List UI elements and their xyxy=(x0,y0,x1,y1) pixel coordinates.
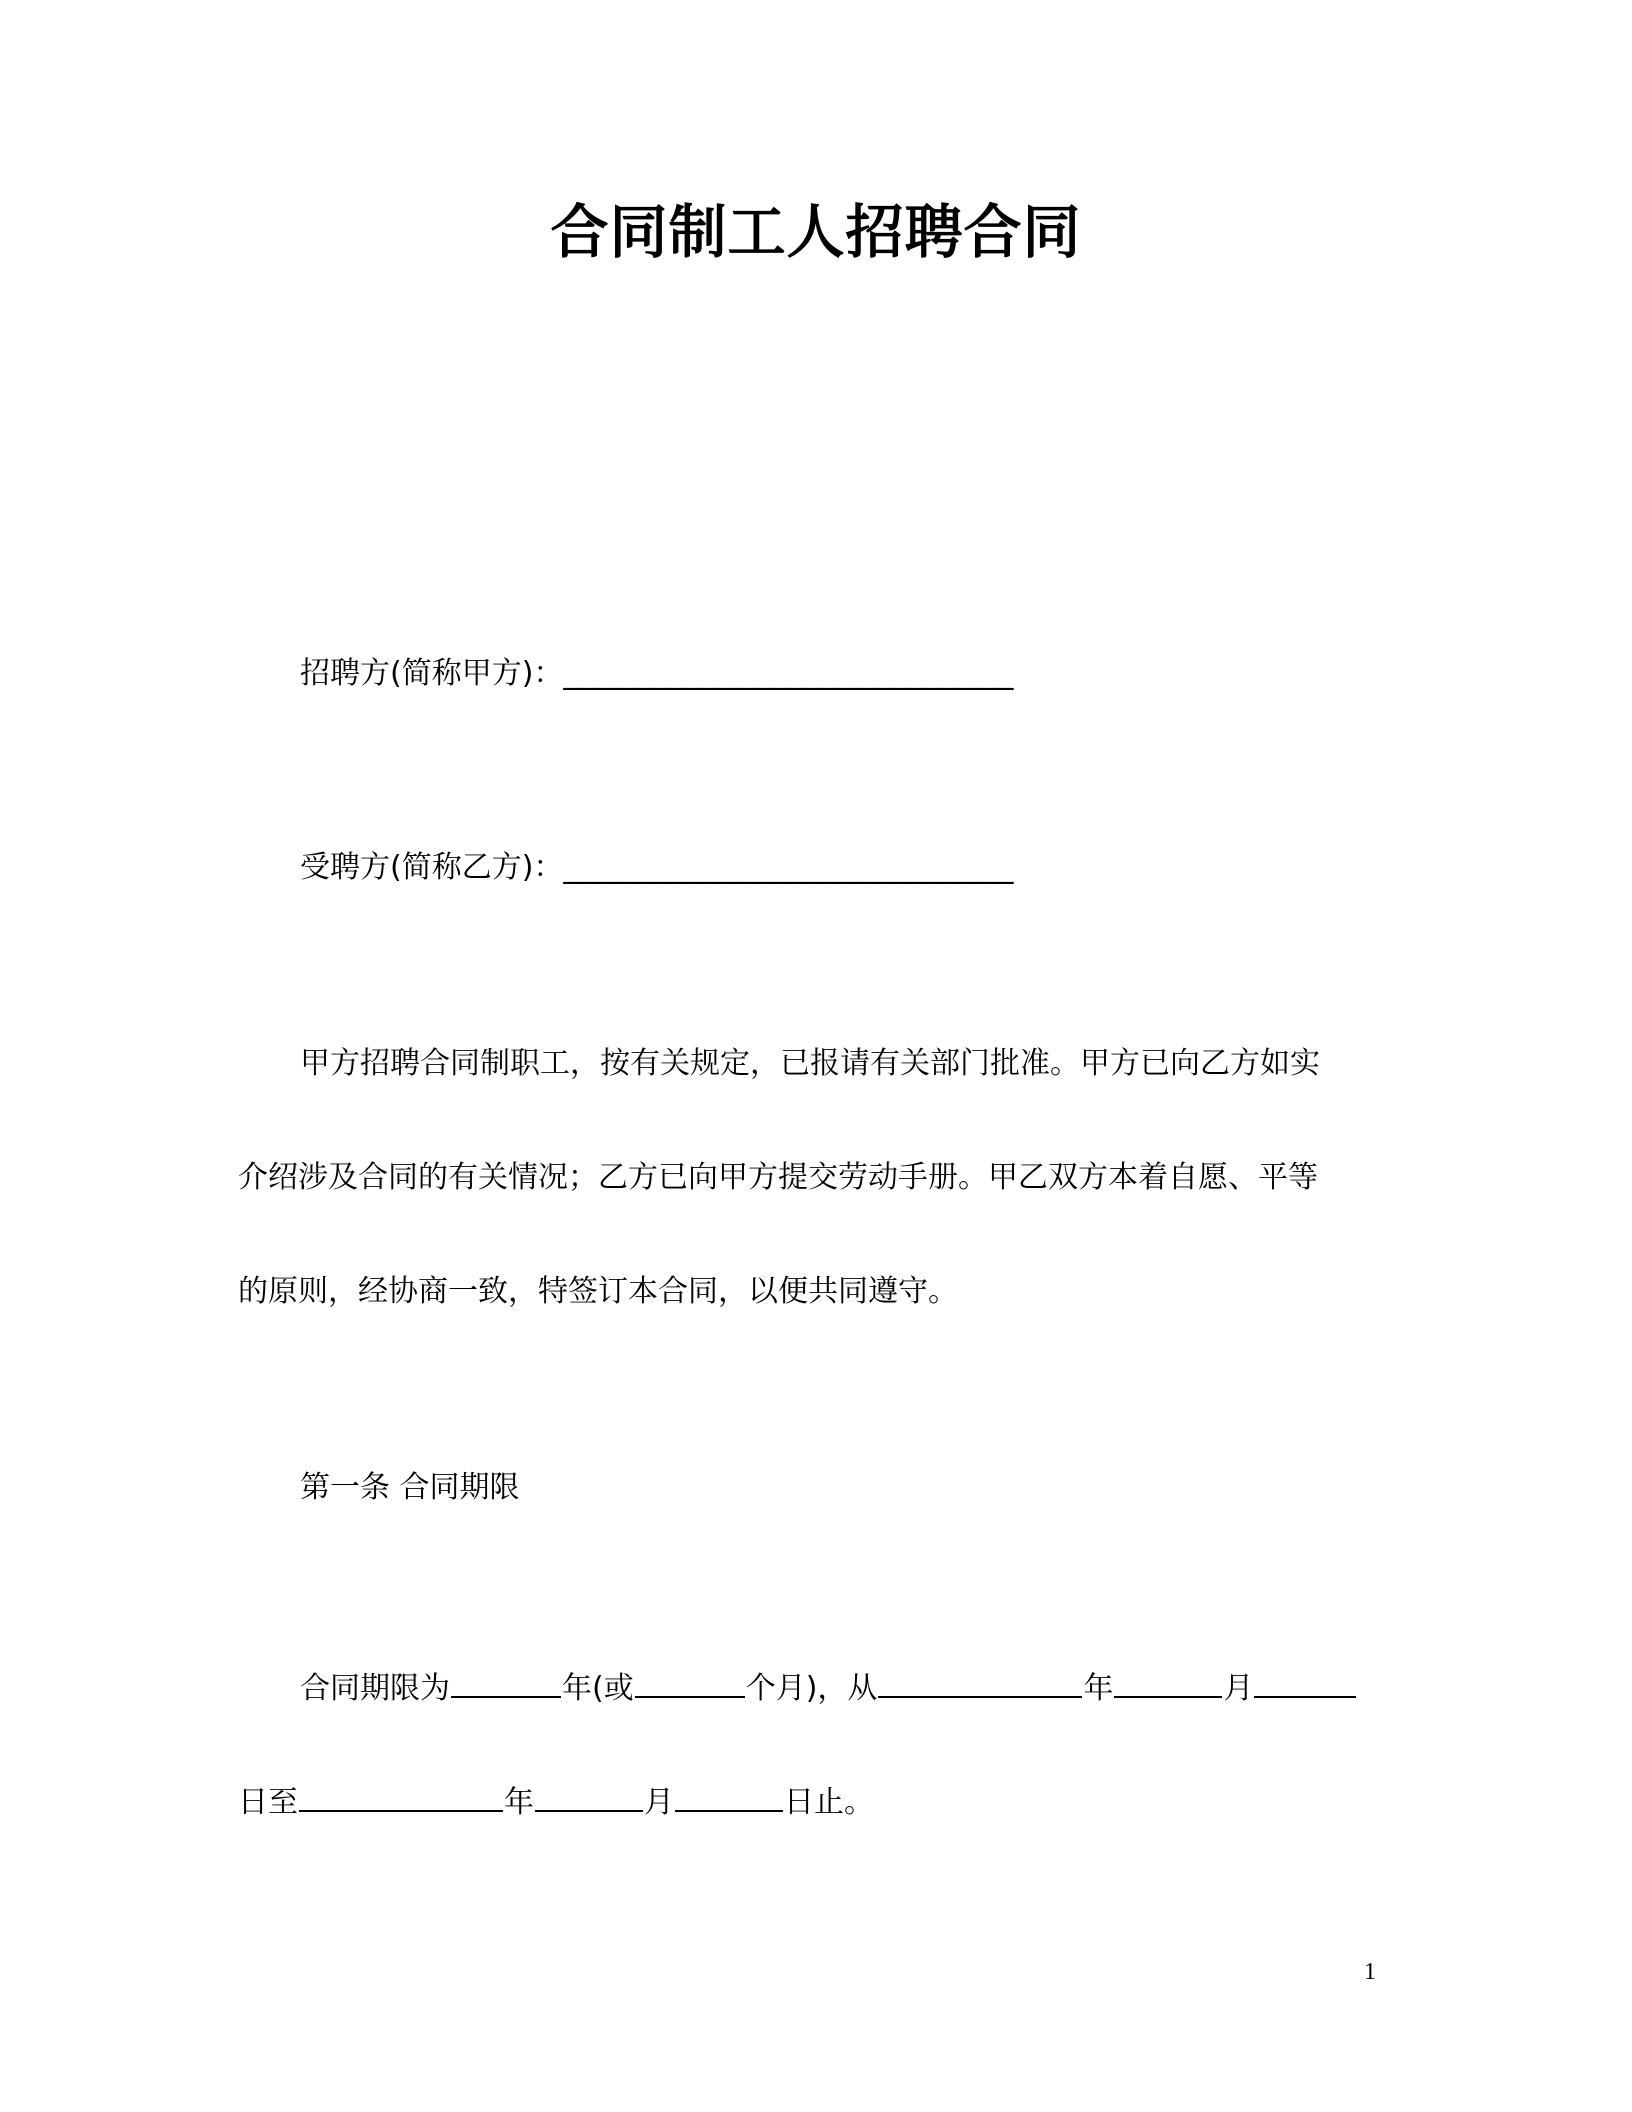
months-from-text: 个月)，从 xyxy=(745,1671,878,1706)
party-a-blank: ______________________________ xyxy=(563,656,1014,691)
preamble-line-3: 的原则，经协商一致，特签订本合同，以便共同遵守。 xyxy=(238,1274,958,1309)
end-month-blank xyxy=(535,1780,643,1812)
preamble-line-2: 介绍涉及合同的有关情况；乙方已向甲方提交劳动手册。甲乙双方本着自愿、平等 xyxy=(238,1160,1318,1195)
party-b-line xyxy=(300,846,1013,890)
months-blank xyxy=(635,1666,745,1698)
start-year-blank xyxy=(878,1666,1082,1698)
party-b-label: 受聘方(简称乙方)： xyxy=(300,850,564,885)
years-blank xyxy=(451,1666,561,1698)
preamble-line-1: 甲方招聘合同制职工，按有关规定，已报请有关部门批准。甲方已向乙方如实 xyxy=(300,1046,1320,1081)
document-title: 合同制工人招聘合同 xyxy=(550,198,1082,266)
start-month-blank xyxy=(1114,1666,1222,1698)
end-day-blank xyxy=(675,1780,783,1812)
start-month-text: 月 xyxy=(1223,1671,1254,1706)
end-year-blank xyxy=(299,1780,503,1812)
start-year-text: 年 xyxy=(1083,1671,1114,1706)
contract-term-line-2 xyxy=(238,1780,874,1825)
party-a-line xyxy=(300,652,1013,696)
end-month-text: 月 xyxy=(644,1785,674,1820)
contract-term-line-1 xyxy=(300,1666,1357,1711)
article-1-heading: 第一条 合同期限 xyxy=(300,1470,520,1505)
day-end-text: 日止。 xyxy=(784,1785,874,1820)
end-year-text: 年 xyxy=(504,1785,534,1820)
party-b-blank: ______________________________ xyxy=(563,850,1014,885)
page-number: 1 xyxy=(1364,1959,1376,1985)
party-a-label: 招聘方(简称甲方)： xyxy=(300,656,564,691)
year-or-text: 年(或 xyxy=(562,1671,634,1706)
term-prefix: 合同期限为 xyxy=(300,1671,450,1706)
day-to-text: 日至 xyxy=(238,1785,298,1820)
start-day-blank xyxy=(1254,1666,1356,1698)
